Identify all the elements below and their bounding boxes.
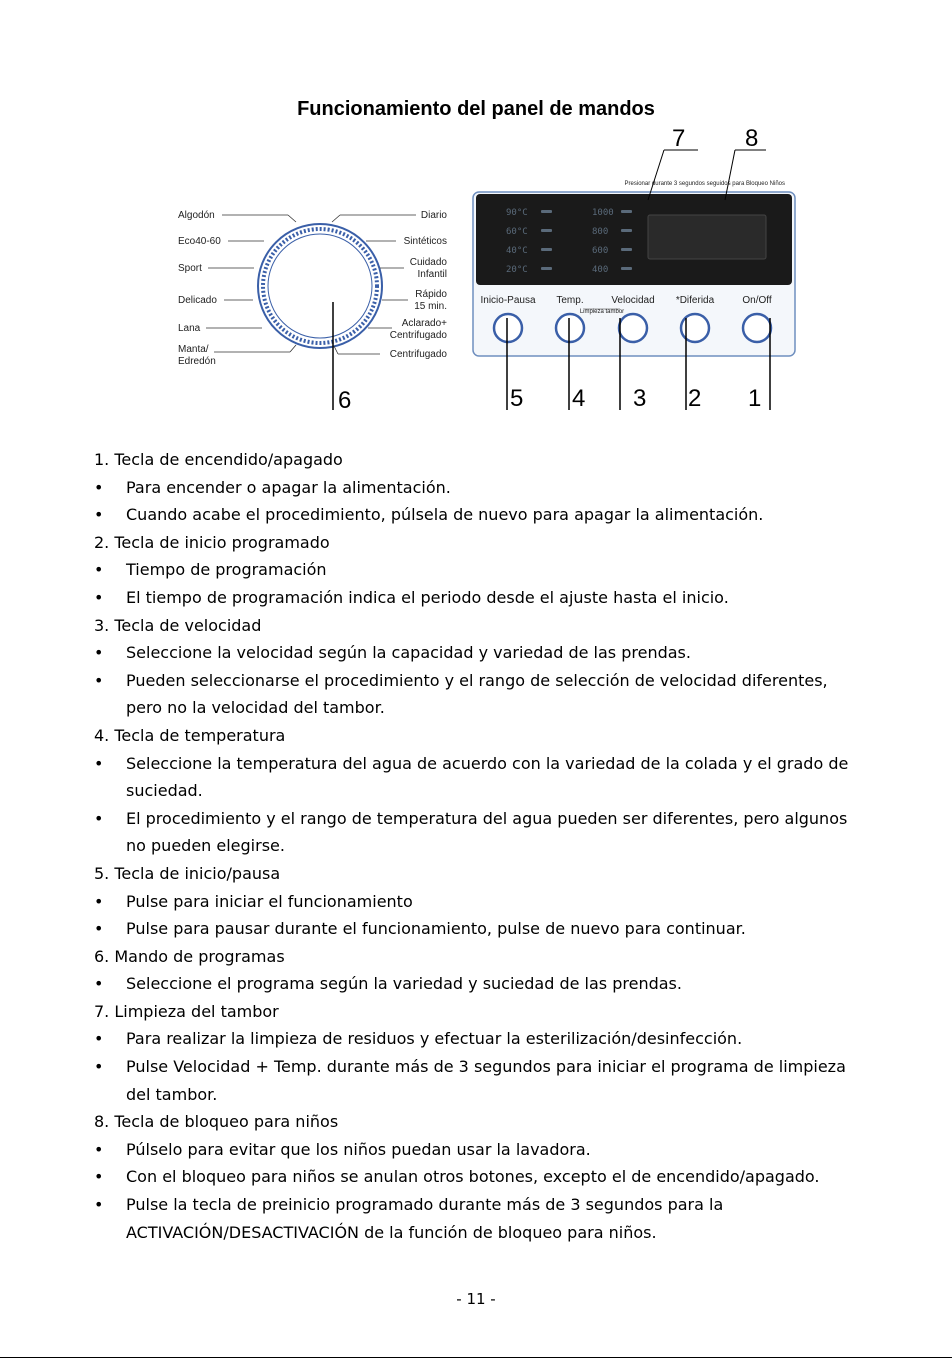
dial-label-aclarado: Aclarado+	[401, 318, 447, 329]
bullet-item: • Pulse Velocidad + Temp. durante más de 3 segundos para iniciar el programa de limpieza del tambor.	[94, 1053, 854, 1108]
dial-label-manta: Manta/	[178, 344, 209, 355]
bullet-item: • Tiempo de programación	[94, 556, 854, 584]
bullet-item: • Seleccione la velocidad según la capacidad y variedad de las prendas.	[94, 639, 854, 667]
callout-6: 6	[338, 387, 352, 414]
label-limpieza-tambor: Limpieza tambor	[579, 309, 625, 315]
dial-label-rapido: Rápido	[415, 289, 447, 300]
label-velocidad: Velocidad	[611, 295, 655, 306]
section-heading: 7. Limpieza del tambor	[94, 1001, 279, 1021]
section-heading: 5. Tecla de inicio/pausa	[94, 863, 281, 883]
dial-label-lana: Lana	[178, 323, 201, 334]
callout-1: 1	[748, 385, 762, 412]
dial-label-sport: Sport	[178, 263, 202, 274]
speed-800: 800	[592, 227, 609, 237]
dial-label-centrifugado-1: Centrifugado	[389, 330, 447, 341]
section-heading: 1. Tecla de encendido/apagado	[94, 450, 343, 469]
bullet-item: • Pulse para iniciar el funcionamiento	[94, 888, 854, 916]
bullet-item: • Pulse la tecla de preinicio programado durante más de 3 segundos para la ACTIVACIÓN/DESACTIVACIÓN de la función de bloqueo para niños.	[94, 1191, 854, 1246]
temp-button	[556, 314, 584, 342]
dial-label-edredon: Edredón	[178, 356, 216, 367]
section-heading: 8. Tecla de bloqueo para niños	[94, 1112, 339, 1132]
section-2	[94, 529, 854, 612]
bullet-item: • El tiempo de programación indica el periodo desde el ajuste hasta el inicio.	[94, 584, 854, 612]
dial-label-diario: Diario	[420, 210, 447, 221]
dial-label-15min: 15 min.	[414, 301, 447, 312]
page-number: - 11 -	[456, 1290, 496, 1308]
label-inicio-pausa: Inicio-Pausa	[480, 295, 536, 306]
bullet-item: • Pueden seleccionarse el procedimiento y el rango de selección de velocidad diferentes, pero no la velocidad del tambor.	[94, 667, 854, 722]
label-diferida: *Diferida	[675, 295, 715, 306]
dial-label-delicado: Delicado	[178, 295, 217, 306]
control-panel	[473, 192, 795, 356]
diferida-button	[681, 314, 709, 342]
section-4	[94, 722, 854, 860]
lock-note: Presionar durante 3 segundos seguidos para Bloqueo Niños	[624, 181, 785, 187]
section-6	[94, 943, 854, 998]
bullet-item: • El procedimiento y el rango de temperatura del agua pueden ser diferentes, pero algunos no pueden elegirse.	[94, 805, 854, 860]
section-heading: 2. Tecla de inicio programado	[94, 532, 330, 552]
section-5	[94, 860, 854, 943]
page-title: Funcionamiento del panel de mandos	[297, 98, 655, 120]
dial-label-cuidado: Cuidado	[409, 257, 447, 268]
callout-4: 4	[572, 385, 586, 412]
section-3	[94, 612, 854, 722]
control-panel-diagram	[0, 0, 952, 430]
speed-400: 400	[592, 265, 609, 275]
speed-1000: 1000	[592, 208, 614, 218]
callout-8: 8	[745, 125, 759, 152]
temp-40: 40°C	[506, 246, 528, 256]
bullet-item: • Púlselo para evitar que los niños puedan usar la lavadora.	[94, 1136, 854, 1164]
onoff-button	[743, 314, 771, 342]
instructions	[94, 446, 854, 1246]
section-heading: 3. Tecla de velocidad	[94, 615, 262, 635]
section-7	[94, 998, 854, 1108]
section-heading: 4. Tecla de temperatura	[94, 725, 286, 745]
callout-5: 5	[510, 385, 524, 412]
bullet-item: • Con el bloqueo para niños se anulan otros botones, excepto el de encendido/apagado.	[94, 1163, 854, 1191]
temp-60: 60°C	[506, 227, 528, 237]
dial-label-sinteticos: Sintéticos	[403, 236, 447, 247]
velocidad-button	[619, 314, 647, 342]
label-onoff: On/Off	[742, 295, 772, 306]
dial-label-eco: Eco40-60	[178, 236, 221, 247]
program-dial	[258, 224, 382, 348]
bullet-item: • Seleccione el programa según la variedad y suciedad de las prendas.	[94, 970, 854, 998]
dial-label-algodon: Algodón	[178, 210, 215, 221]
callout-2: 2	[688, 385, 702, 412]
bullet-item: • Para encender o apagar la alimentación.	[94, 474, 854, 502]
dial-label-infantil: Infantil	[417, 269, 447, 280]
bullet-item: • Cuando acabe el procedimiento, púlsela de nuevo para apagar la alimentación.	[94, 501, 854, 529]
display-window	[648, 215, 766, 259]
temp-20: 20°C	[506, 265, 528, 275]
label-temp: Temp.	[556, 295, 584, 306]
inicio-pausa-button	[494, 314, 522, 342]
section-8	[94, 1108, 854, 1246]
speed-600: 600	[592, 246, 609, 256]
bullet-item: • Para realizar la limpieza de residuos y efectuar la esterilización/desinfección.	[94, 1025, 854, 1053]
section-1	[94, 446, 854, 529]
callout-3: 3	[633, 385, 647, 412]
footer-divider	[0, 1357, 952, 1358]
bullet-item: • Pulse para pausar durante el funcionamiento, pulse de nuevo para continuar.	[94, 915, 854, 943]
temp-90: 90°C	[506, 208, 528, 218]
bullet-item: • Seleccione la temperatura del agua de acuerdo con la variedad de la colada y el grado de suciedad.	[94, 750, 854, 805]
callout-7: 7	[672, 125, 686, 152]
section-heading: 6. Mando de programas	[94, 946, 285, 966]
dial-label-centrifugado-2: Centrifugado	[389, 349, 447, 360]
